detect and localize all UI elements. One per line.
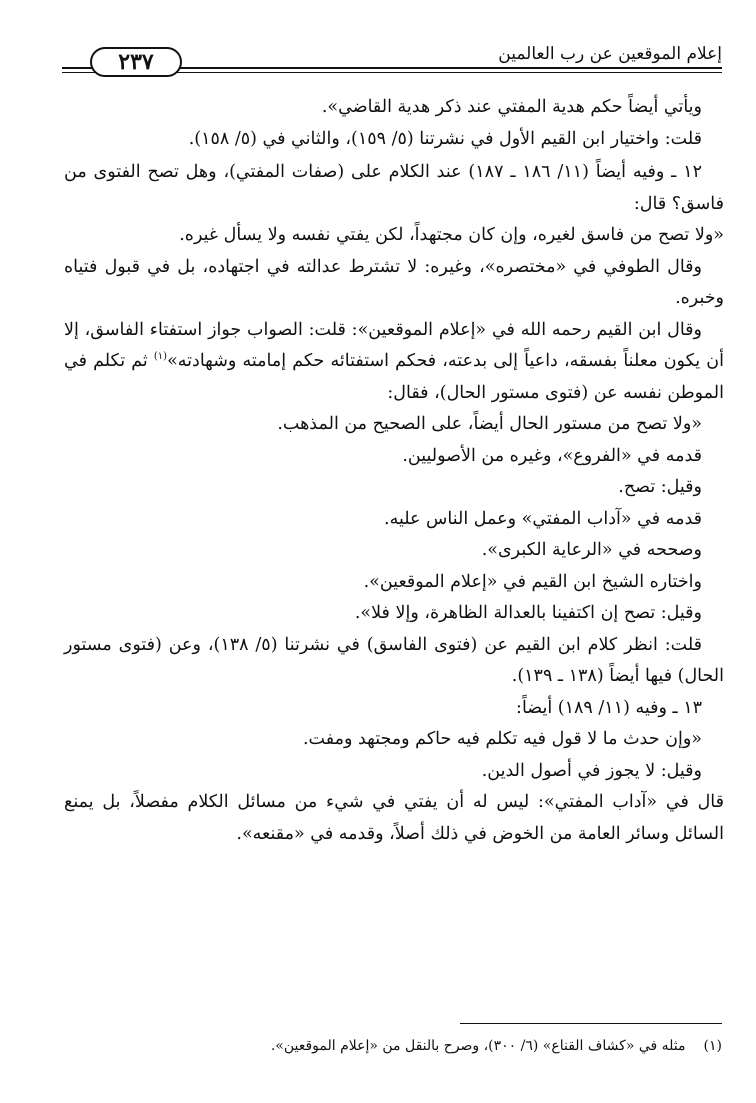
footnote-reference: (١) [153,351,168,363]
paragraph: قلت: انظر كلام ابن القيم عن (فتوى الفاسق) في نشرتنا (٥/ ١٣٨)، وعن (فتوى مستور الحال) فيها أيضاً (١٣٨ ـ ١٣٩). [64,634,724,686]
quote-paragraph: «وإن حدث ما لا قول فيه تكلم فيه حاكم ومجتهد ومفت. [302,729,702,749]
main-text [64,92,724,850]
paragraph: واختاره الشيخ ابن القيم في «إعلام الموقعين». [363,571,702,592]
paragraph [64,315,724,410]
paragraph: ١٣ ـ وفيه (١١/ ١٨٩) أيضاً: [516,697,702,718]
footnote-mark: (١) [703,1038,722,1054]
footnote-text: مثله في «كشاف القناع» (٦/ ٣٠٠)، وصرح بالنقل من «إعلام الموقعين». [270,1038,686,1054]
paragraph: وقيل: تصح إن اكتفينا بالعدالة الظاهرة، وإلا فلا». [354,603,702,623]
footnote-divider [460,1023,722,1024]
paragraph: وقال الطوفي في «مختصره»، وغيره: لا تشترط عدالته في اجتهاده، بل في قبول فتياه وخبره. [64,256,724,308]
paragraph: ويأتي أيضاً حكم هدية المفتي عند ذكر هدية القاضي». [321,97,702,117]
paragraph: قال في «آداب المفتي»: ليس له أن يفتي في شيء من مسائل الكلام مفصلاً، بل يمنع السائل وسائر العامة من الخوض في ذلك أصلاً، وقدمه في «مقنعه». [64,792,724,844]
paragraph: ١٢ ـ وفيه أيضاً (١١/ ١٨٦ ـ ١٨٧) عند الكلام على (صفات المفتي)، وهل تصح الفتوى من فاسق؟ قال: [64,162,724,214]
page-number: ٢٣٧ [90,47,182,77]
paragraph: وقيل: تصح. [618,477,702,497]
paragraph: قدمه في «الفروع»، وغيره من الأصوليين. [402,445,702,466]
quote-paragraph: «ولا تصح من مستور الحال أيضاً، على الصحيح من المذهب. [277,414,702,434]
paragraph-text: وقال ابن القيم رحمه الله في «إعلام الموقعين»: قلت: الصواب جواز استفتاء الفاسق، إلا أن يكون معلناً بفسقه، داعياً إلى بدعته، فحكم استفتائه حكم إمامته وشهادته» [64,319,724,371]
paragraph-text-tail: ثم تكلم في الموطن نفسه عن (فتوى مستور الحال)، فقال: [64,351,724,403]
book-title: إعلام الموقعين عن رب العالمين [498,44,722,64]
quote-paragraph: «ولا تصح من فاسق لغيره، وإن كان مجتهداً، لكن يفتي نفسه ولا يسأل غيره. [179,225,724,245]
paragraph: قدمه في «آداب المفتي» وعمل الناس عليه. [384,508,702,529]
paragraph: قلت: واختيار ابن القيم الأول في نشرتنا (٥/ ١٥٩)، والثاني في (٥/ ١٥٨). [188,128,702,149]
footnote [64,1035,722,1057]
page-header [62,40,722,84]
paragraph: وقيل: لا يجوز في أصول الدين. [481,760,702,781]
paragraph: وصححه في «الرعاية الكبرى». [481,540,702,560]
